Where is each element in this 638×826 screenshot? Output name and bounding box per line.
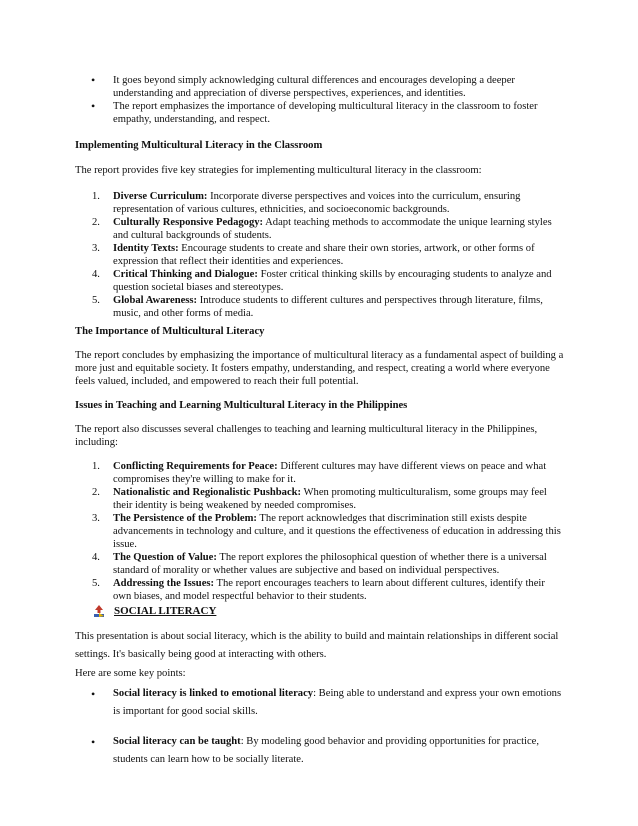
key-points-list xyxy=(75,685,565,769)
points-intro: Here are some key points: xyxy=(75,668,186,679)
bullet-text: The report emphasizes the importance of developing multicultural literacy in the classroom to foster empathy, understanding, and respect. xyxy=(113,101,538,125)
item-term: Global Awareness: xyxy=(113,295,198,306)
item-term: Identity Texts: xyxy=(113,243,179,254)
item-text: When promoting multiculturalism, some groups may feel their identity is being weakened by needed compromises. xyxy=(113,487,547,511)
intro-bullet-list xyxy=(75,74,565,126)
list-item xyxy=(75,486,565,512)
item-term: Conflicting Requirements for Peace: xyxy=(113,461,278,472)
arrow-bullet-icon xyxy=(92,604,106,618)
item-term: Diverse Curriculum: xyxy=(113,191,208,202)
item-number: 2. xyxy=(92,217,100,228)
list-item xyxy=(75,460,565,486)
item-number: 4. xyxy=(92,552,100,563)
list-item xyxy=(75,577,565,603)
item-text: Different cultures may have different views on peace and what compromises they're willing to make for it. xyxy=(113,461,547,485)
item-term: Critical Thinking and Dialogue: xyxy=(113,269,258,280)
item-term: Nationalistic and Regionalistic Pushback: xyxy=(113,487,302,498)
section-intro: The report also discusses several challenges to teaching and learning multicultural literacy in the Philippines, including: xyxy=(75,424,538,448)
item-text: The report explores the philosophical question of whether there is a universal standard of morality or whether values are subjective and based on individual perspectives. xyxy=(113,552,547,576)
item-number: 4. xyxy=(92,269,100,280)
bullet-icon: • xyxy=(91,735,96,749)
item-text: Foster critical thinking skills by encouraging students to analyze and question societal biases and stereotypes. xyxy=(113,269,552,293)
section-body: The report concludes by emphasizing the importance of multicultural literacy as a fundamental aspect of building a more just and equitable society. It fosters empathy, understanding, and respect, creating a world where everyone feels valued, included, and empowered to reach their full potential. xyxy=(75,350,564,387)
item-number: 3. xyxy=(92,243,100,254)
list-item xyxy=(75,268,565,294)
item-text: Introduce students to different cultures and perspectives through literature, films, music, and other forms of media. xyxy=(113,295,543,319)
issues-list xyxy=(75,460,565,603)
list-item xyxy=(75,733,565,769)
item-number: 3. xyxy=(92,513,100,524)
list-item xyxy=(75,685,565,721)
list-item xyxy=(75,551,565,577)
list-item xyxy=(75,242,565,268)
item-number: 5. xyxy=(92,578,100,589)
item-number: 1. xyxy=(92,191,100,202)
social-literacy-title: SOCIAL LITERACY xyxy=(114,604,217,617)
item-text: Encourage students to create and share their own stories, artwork, or other forms of expression that reflect their identities and experiences. xyxy=(113,243,535,267)
item-term: Culturally Responsive Pedagogy: xyxy=(113,217,264,228)
section-heading: Issues in Teaching and Learning Multicultural Literacy in the Philippines xyxy=(75,400,408,411)
strategy-list xyxy=(75,190,565,320)
item-text: Incorporate diverse perspectives and voices into the curriculum, ensuring representation of various cultures, ethnicities, and socioeconomic backgrounds. xyxy=(113,191,521,215)
section-intro: The report provides five key strategies for implementing multicultural literacy in the classroom: xyxy=(75,165,482,176)
list-item xyxy=(75,294,565,320)
point-term: Social literacy can be taught xyxy=(113,736,241,747)
bullet-icon: • xyxy=(91,99,96,113)
item-text: Adapt teaching methods to accommodate the unique learning styles and cultural backgrounds of students. xyxy=(113,217,552,241)
item-term: The Persistence of the Problem: xyxy=(113,513,257,524)
section-heading: The Importance of Multicultural Literacy xyxy=(75,326,265,337)
item-number: 1. xyxy=(92,461,100,472)
item-term: Addressing the Issues: xyxy=(113,578,215,589)
social-body: This presentation is about social literacy, which is the ability to build and maintain relationships in different social settings. It's basically being good at interacting with others. xyxy=(75,631,559,660)
list-item xyxy=(75,216,565,242)
point-term: Social literacy is linked to emotional literacy xyxy=(113,688,314,699)
list-item xyxy=(75,190,565,216)
item-number: 2. xyxy=(92,487,100,498)
section-heading: Implementing Multicultural Literacy in the Classroom xyxy=(75,140,323,151)
bullet-text: It goes beyond simply acknowledging cultural differences and encourages developing a deeper understanding and appreciation of diverse perspectives, experiences, and identities. xyxy=(113,75,515,99)
bullet-icon: • xyxy=(91,73,96,87)
bullet-icon: • xyxy=(91,687,96,701)
item-number: 5. xyxy=(92,295,100,306)
point-text: : Being able to understand and express your own emotions is important for good social skills. xyxy=(113,688,562,717)
item-term: The Question of Value: xyxy=(113,552,217,563)
item-text: The report encourages teachers to learn about different cultures, identify their own biases, and model respectful behavior to their students. xyxy=(113,578,545,602)
list-item xyxy=(75,74,565,100)
list-item xyxy=(75,100,565,126)
list-item xyxy=(75,512,565,551)
social-literacy-heading xyxy=(75,604,565,618)
point-text: : By modeling good behavior and providing opportunities for practice, students can learn how to be socially literate. xyxy=(113,736,540,765)
item-text: The report acknowledges that discrimination still exists despite advancements in technology and culture, and it questions the effectiveness of education in addressing this issue. xyxy=(113,513,561,550)
